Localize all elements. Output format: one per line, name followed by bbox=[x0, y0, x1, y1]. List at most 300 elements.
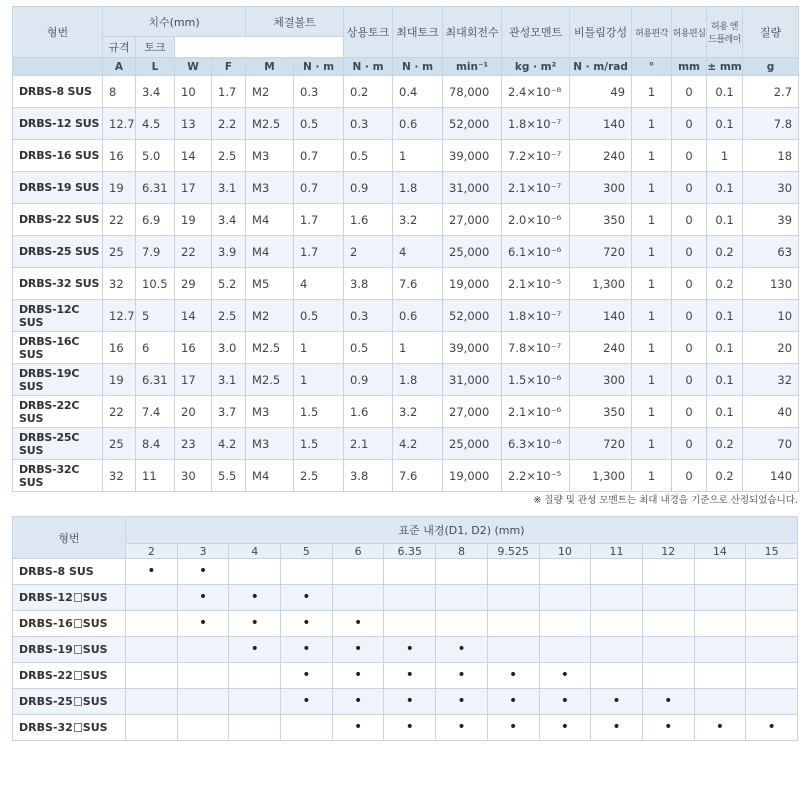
value-cell: 3.9 bbox=[212, 236, 246, 268]
bore-size-header: 9.525 bbox=[487, 544, 539, 559]
value-cell: 8.4 bbox=[136, 428, 175, 460]
bore-size-header: 15 bbox=[746, 544, 798, 559]
available-dot-icon: • bbox=[147, 563, 156, 579]
bore-size-row bbox=[13, 544, 798, 559]
unit-cell: ° bbox=[632, 58, 672, 76]
model-cell: DRBS-22C SUS bbox=[13, 396, 103, 428]
bore-mark-cell bbox=[126, 663, 178, 689]
value-cell: 5.2 bbox=[212, 268, 246, 300]
available-dot-icon: • bbox=[509, 693, 518, 709]
value-cell: M3 bbox=[246, 428, 294, 460]
bore-mark-cell bbox=[126, 689, 178, 715]
spec-table bbox=[12, 6, 799, 492]
value-cell: 6.31 bbox=[136, 364, 175, 396]
value-cell: 20 bbox=[743, 332, 799, 364]
value-cell: 40 bbox=[743, 396, 799, 428]
model-cell: DRBS-8 SUS bbox=[13, 76, 103, 108]
bore-mark-cell bbox=[229, 559, 281, 585]
spec-body bbox=[13, 76, 799, 492]
unit-cell: N · m bbox=[344, 58, 393, 76]
table-row bbox=[13, 428, 799, 460]
value-cell: 27,000 bbox=[443, 396, 502, 428]
table-row bbox=[13, 236, 799, 268]
available-dot-icon: • bbox=[509, 667, 518, 683]
bore-mark-cell bbox=[746, 611, 798, 637]
value-cell: 25 bbox=[103, 236, 136, 268]
value-cell: 1 bbox=[632, 428, 672, 460]
header-axial: 허용 엔드플레이 bbox=[707, 7, 743, 58]
bore-mark-cell bbox=[591, 689, 643, 715]
bore-mark-cell bbox=[539, 689, 591, 715]
bore-mark-cell bbox=[539, 585, 591, 611]
value-cell: 1.8×10⁻⁷ bbox=[502, 108, 570, 140]
value-cell: 30 bbox=[743, 172, 799, 204]
value-cell: 5.0 bbox=[136, 140, 175, 172]
bore-mark-cell bbox=[281, 611, 333, 637]
value-cell: 0.1 bbox=[707, 300, 743, 332]
value-cell: 140 bbox=[743, 460, 799, 492]
bore-size-header: 2 bbox=[126, 544, 178, 559]
bore-size-header: 3 bbox=[177, 544, 229, 559]
unit-cell: g bbox=[743, 58, 799, 76]
bore-mark-cell bbox=[694, 611, 746, 637]
bore-mark-cell bbox=[487, 689, 539, 715]
header-mass: 질량 bbox=[743, 7, 799, 58]
value-cell: M5 bbox=[246, 268, 294, 300]
bore-mark-cell bbox=[746, 559, 798, 585]
model-cell: DRBS-22 SUS bbox=[13, 204, 103, 236]
value-cell: 0.5 bbox=[344, 332, 393, 364]
value-cell: 0.3 bbox=[344, 300, 393, 332]
value-cell: 3.8 bbox=[344, 268, 393, 300]
value-cell: 0 bbox=[672, 236, 707, 268]
value-cell: 2.5 bbox=[212, 140, 246, 172]
value-cell: 6.3×10⁻⁶ bbox=[502, 428, 570, 460]
header-bolt-torque: 토크 bbox=[136, 37, 175, 58]
value-cell: 0.1 bbox=[707, 172, 743, 204]
model-cell: DRBS-12 SUS bbox=[13, 108, 103, 140]
model-prefix: DRBS-22 bbox=[19, 669, 73, 682]
bore-model-cell bbox=[13, 637, 126, 663]
available-dot-icon: • bbox=[302, 615, 311, 631]
unit-cell: N · m/rad bbox=[570, 58, 632, 76]
bore-mark-cell bbox=[384, 689, 436, 715]
bore-mark-cell bbox=[436, 585, 488, 611]
bore-mark-cell bbox=[487, 585, 539, 611]
bore-mark-cell bbox=[229, 715, 281, 741]
available-dot-icon: • bbox=[405, 641, 414, 657]
bore-mark-cell bbox=[642, 689, 694, 715]
bore-mark-cell bbox=[281, 637, 333, 663]
value-cell: 1.7 bbox=[294, 236, 344, 268]
available-dot-icon: • bbox=[457, 667, 466, 683]
value-cell: 0.9 bbox=[344, 364, 393, 396]
value-cell: 0 bbox=[672, 300, 707, 332]
value-cell: 0.2 bbox=[707, 460, 743, 492]
value-cell: 52,000 bbox=[443, 300, 502, 332]
value-cell: 14 bbox=[175, 300, 212, 332]
value-cell: 2.7 bbox=[743, 76, 799, 108]
value-cell: 7.2×10⁻⁷ bbox=[502, 140, 570, 172]
bore-mark-cell bbox=[746, 585, 798, 611]
value-cell: 7.8 bbox=[743, 108, 799, 140]
table-row bbox=[13, 204, 799, 236]
model-cell: DRBS-16C SUS bbox=[13, 332, 103, 364]
available-dot-icon: • bbox=[353, 667, 363, 683]
footnote: ※ 질량 및 관성 모멘트는 최대 내경을 기준으로 산정되었습니다. bbox=[533, 495, 798, 506]
available-dot-icon: • bbox=[664, 719, 673, 735]
model-cell: DRBS-25C SUS bbox=[13, 428, 103, 460]
bore-mark-cell bbox=[281, 559, 333, 585]
variant-box-icon bbox=[74, 723, 82, 732]
bore-mark-cell bbox=[332, 559, 384, 585]
table-row bbox=[13, 76, 799, 108]
table-row bbox=[13, 364, 799, 396]
value-cell: 1 bbox=[294, 364, 344, 396]
value-cell: 1 bbox=[632, 332, 672, 364]
value-cell: 240 bbox=[570, 140, 632, 172]
value-cell: 0.2 bbox=[344, 76, 393, 108]
bore-header-title: 표준 내경(D1, D2) (mm) bbox=[126, 517, 798, 544]
value-cell: 0 bbox=[672, 460, 707, 492]
value-cell: 0.5 bbox=[294, 108, 344, 140]
value-cell: 1 bbox=[632, 268, 672, 300]
bore-mark-cell bbox=[694, 637, 746, 663]
bore-mark-cell bbox=[177, 611, 229, 637]
model-suffix: SUS bbox=[82, 643, 108, 656]
model-cell: DRBS-12C SUS bbox=[13, 300, 103, 332]
available-dot-icon: • bbox=[767, 719, 776, 735]
bore-mark-cell bbox=[177, 585, 229, 611]
unit-cell: min⁻¹ bbox=[443, 58, 502, 76]
header-rated-torque: 상용토크 bbox=[344, 7, 393, 58]
value-cell: 23 bbox=[175, 428, 212, 460]
bore-mark-cell bbox=[177, 559, 229, 585]
available-dot-icon: • bbox=[302, 589, 311, 605]
value-cell: 2.4×10⁻⁸ bbox=[502, 76, 570, 108]
value-cell: 240 bbox=[570, 332, 632, 364]
bore-mark-cell bbox=[539, 715, 591, 741]
available-dot-icon: • bbox=[198, 563, 208, 579]
bore-mark-cell bbox=[126, 637, 178, 663]
model-suffix: SUS bbox=[82, 591, 108, 604]
value-cell: 2.1×10⁻⁵ bbox=[502, 268, 570, 300]
value-cell: 0.3 bbox=[344, 108, 393, 140]
value-cell: 0 bbox=[672, 76, 707, 108]
table-row bbox=[13, 715, 798, 741]
bore-mark-cell bbox=[591, 715, 643, 741]
header-bolt: 체결볼트 bbox=[246, 7, 344, 37]
bore-model-cell bbox=[13, 689, 126, 715]
bore-mark-cell bbox=[332, 637, 384, 663]
available-dot-icon: • bbox=[612, 693, 621, 709]
header-angular: 허용편각 bbox=[632, 7, 672, 58]
bore-model-cell bbox=[13, 611, 126, 637]
value-cell: 7.9 bbox=[136, 236, 175, 268]
value-cell: 6.31 bbox=[136, 172, 175, 204]
value-cell: 0.1 bbox=[707, 108, 743, 140]
header-model: 형번 bbox=[13, 7, 103, 58]
value-cell: 3.1 bbox=[212, 172, 246, 204]
value-cell: 4 bbox=[393, 236, 443, 268]
available-dot-icon: • bbox=[560, 667, 569, 683]
value-cell: 1,300 bbox=[570, 268, 632, 300]
table-row bbox=[13, 637, 798, 663]
value-cell: 52,000 bbox=[443, 108, 502, 140]
bore-mark-cell bbox=[746, 637, 798, 663]
bore-mark-cell bbox=[591, 585, 643, 611]
value-cell: M2.5 bbox=[246, 108, 294, 140]
bore-mark-cell bbox=[539, 637, 591, 663]
bore-mark-cell bbox=[281, 585, 333, 611]
value-cell: 4.2 bbox=[212, 428, 246, 460]
model-cell: DRBS-16 SUS bbox=[13, 140, 103, 172]
value-cell: 0 bbox=[672, 172, 707, 204]
value-cell: 13 bbox=[175, 108, 212, 140]
table-row bbox=[13, 559, 798, 585]
value-cell: 2 bbox=[344, 236, 393, 268]
value-cell: 19,000 bbox=[443, 268, 502, 300]
model-suffix: SUS bbox=[82, 669, 108, 682]
value-cell: 3.8 bbox=[344, 460, 393, 492]
bore-size-header: 10 bbox=[539, 544, 591, 559]
value-cell: 1.5 bbox=[294, 428, 344, 460]
value-cell: 2.1×10⁻⁶ bbox=[502, 396, 570, 428]
value-cell: 0.1 bbox=[707, 396, 743, 428]
value-cell: 6 bbox=[136, 332, 175, 364]
value-cell: 14 bbox=[175, 140, 212, 172]
value-cell: 17 bbox=[175, 364, 212, 396]
model-prefix: DRBS-25 bbox=[19, 695, 73, 708]
bore-mark-cell bbox=[694, 585, 746, 611]
bore-mark-cell bbox=[436, 663, 488, 689]
value-cell: 720 bbox=[570, 428, 632, 460]
table-row bbox=[13, 585, 798, 611]
bore-mark-cell bbox=[332, 689, 384, 715]
model-prefix: DRBS-8 SUS bbox=[19, 565, 94, 578]
bore-mark-cell bbox=[694, 715, 746, 741]
value-cell: 2.2 bbox=[212, 108, 246, 140]
value-cell: 16 bbox=[175, 332, 212, 364]
value-cell: 0 bbox=[672, 204, 707, 236]
available-dot-icon: • bbox=[405, 719, 414, 735]
bore-table bbox=[12, 516, 798, 741]
value-cell: 1.8×10⁻⁷ bbox=[502, 300, 570, 332]
value-cell: 3.2 bbox=[393, 396, 443, 428]
value-cell: 0 bbox=[672, 428, 707, 460]
bore-size-header: 6.35 bbox=[384, 544, 436, 559]
value-cell: 32 bbox=[103, 460, 136, 492]
value-cell: 10.5 bbox=[136, 268, 175, 300]
header-max-torque: 최대토크 bbox=[393, 7, 443, 58]
available-dot-icon: • bbox=[250, 615, 259, 631]
model-suffix: SUS bbox=[82, 617, 108, 630]
bore-mark-cell bbox=[487, 663, 539, 689]
value-cell: 3.0 bbox=[212, 332, 246, 364]
value-cell: 31,000 bbox=[443, 364, 502, 396]
bore-body bbox=[13, 559, 798, 741]
value-cell: 140 bbox=[570, 108, 632, 140]
available-dot-icon: • bbox=[405, 667, 414, 683]
available-dot-icon: • bbox=[353, 641, 363, 657]
value-cell: 39 bbox=[743, 204, 799, 236]
bore-size-header: 5 bbox=[281, 544, 333, 559]
value-cell: 2.1×10⁻⁷ bbox=[502, 172, 570, 204]
available-dot-icon: • bbox=[302, 641, 311, 657]
available-dot-icon: • bbox=[198, 615, 208, 631]
value-cell: 49 bbox=[570, 76, 632, 108]
value-cell: 2.1 bbox=[344, 428, 393, 460]
bore-mark-cell bbox=[487, 715, 539, 741]
bore-mark-cell bbox=[384, 715, 436, 741]
available-dot-icon: • bbox=[198, 589, 208, 605]
bore-mark-cell bbox=[332, 715, 384, 741]
model-prefix: DRBS-16 bbox=[19, 617, 73, 630]
bore-mark-cell bbox=[177, 637, 229, 663]
bore-mark-cell bbox=[384, 663, 436, 689]
value-cell: 0 bbox=[672, 364, 707, 396]
bore-mark-cell bbox=[746, 715, 798, 741]
value-cell: 22 bbox=[175, 236, 212, 268]
unit-cell: mm bbox=[672, 58, 707, 76]
table-row bbox=[13, 300, 799, 332]
value-cell: 350 bbox=[570, 396, 632, 428]
model-suffix: SUS bbox=[82, 721, 108, 734]
value-cell: 5.5 bbox=[212, 460, 246, 492]
bore-mark-cell bbox=[229, 663, 281, 689]
variant-box-icon bbox=[74, 619, 82, 628]
model-prefix: DRBS-19 bbox=[19, 643, 73, 656]
table-row bbox=[13, 689, 798, 715]
variant-box-icon bbox=[74, 697, 82, 706]
value-cell: 12.7 bbox=[103, 108, 136, 140]
bore-mark-cell bbox=[487, 637, 539, 663]
value-cell: 6.1×10⁻⁶ bbox=[502, 236, 570, 268]
bore-mark-cell bbox=[591, 663, 643, 689]
unit-blank bbox=[13, 58, 103, 76]
available-dot-icon: • bbox=[612, 719, 621, 735]
value-cell: 32 bbox=[743, 364, 799, 396]
available-dot-icon: • bbox=[457, 719, 466, 735]
value-cell: 1 bbox=[393, 140, 443, 172]
value-cell: 1 bbox=[632, 108, 672, 140]
value-cell: 3.4 bbox=[136, 76, 175, 108]
value-cell: 1.8 bbox=[393, 172, 443, 204]
table-row bbox=[13, 108, 799, 140]
unit-cell: W bbox=[175, 58, 212, 76]
value-cell: M3 bbox=[246, 140, 294, 172]
value-cell: 0.1 bbox=[707, 76, 743, 108]
value-cell: 350 bbox=[570, 204, 632, 236]
value-cell: 0.2 bbox=[707, 236, 743, 268]
bore-mark-cell bbox=[487, 611, 539, 637]
value-cell: 6.9 bbox=[136, 204, 175, 236]
unit-cell: N · m bbox=[294, 58, 344, 76]
bore-mark-cell bbox=[229, 689, 281, 715]
value-cell: M2 bbox=[246, 76, 294, 108]
bore-mark-cell bbox=[384, 637, 436, 663]
bore-size-header: 6 bbox=[332, 544, 384, 559]
table-row bbox=[13, 140, 799, 172]
bore-mark-cell bbox=[746, 663, 798, 689]
value-cell: 1 bbox=[632, 172, 672, 204]
bore-model-cell bbox=[13, 715, 126, 741]
value-cell: 0 bbox=[672, 108, 707, 140]
value-cell: 8 bbox=[103, 76, 136, 108]
bore-mark-cell bbox=[281, 689, 333, 715]
bore-size-header: 12 bbox=[642, 544, 694, 559]
value-cell: M2 bbox=[246, 300, 294, 332]
value-cell: 0.7 bbox=[294, 140, 344, 172]
value-cell: 16 bbox=[103, 332, 136, 364]
value-cell: 0.4 bbox=[393, 76, 443, 108]
value-cell: 720 bbox=[570, 236, 632, 268]
value-cell: 29 bbox=[175, 268, 212, 300]
value-cell: 2.0×10⁻⁶ bbox=[502, 204, 570, 236]
value-cell: M3 bbox=[246, 172, 294, 204]
unit-row bbox=[13, 58, 799, 76]
bore-mark-cell bbox=[642, 715, 694, 741]
bore-mark-cell bbox=[126, 559, 178, 585]
unit-cell: M bbox=[246, 58, 294, 76]
model-cell: DRBS-32C SUS bbox=[13, 460, 103, 492]
bore-mark-cell bbox=[229, 637, 281, 663]
value-cell: 300 bbox=[570, 172, 632, 204]
value-cell: 0.2 bbox=[707, 268, 743, 300]
value-cell: 1 bbox=[632, 460, 672, 492]
variant-box-icon bbox=[74, 593, 82, 602]
model-cell: DRBS-25 SUS bbox=[13, 236, 103, 268]
value-cell: 1 bbox=[632, 236, 672, 268]
value-cell: 1.7 bbox=[212, 76, 246, 108]
value-cell: M2.5 bbox=[246, 364, 294, 396]
value-cell: 16 bbox=[103, 140, 136, 172]
bore-size-header: 4 bbox=[229, 544, 281, 559]
model-cell: DRBS-19C SUS bbox=[13, 364, 103, 396]
value-cell: 7.6 bbox=[393, 460, 443, 492]
bore-mark-cell bbox=[539, 559, 591, 585]
value-cell: 0.1 bbox=[707, 204, 743, 236]
value-cell: 25,000 bbox=[443, 428, 502, 460]
variant-box-icon bbox=[74, 645, 82, 654]
bore-mark-cell bbox=[229, 585, 281, 611]
available-dot-icon: • bbox=[353, 693, 363, 709]
value-cell: 19 bbox=[103, 364, 136, 396]
value-cell: 1.5×10⁻⁶ bbox=[502, 364, 570, 396]
value-cell: 19 bbox=[103, 172, 136, 204]
bore-mark-cell bbox=[384, 585, 436, 611]
bore-mark-cell bbox=[332, 611, 384, 637]
value-cell: 7.6 bbox=[393, 268, 443, 300]
value-cell: 19 bbox=[175, 204, 212, 236]
value-cell: 0 bbox=[672, 332, 707, 364]
header-bolt-size: 규격 bbox=[103, 37, 136, 58]
header-parallel: 허용편심 bbox=[672, 7, 707, 58]
unit-cell: A bbox=[103, 58, 136, 76]
value-cell: 1.7 bbox=[294, 204, 344, 236]
value-cell: 1.5 bbox=[294, 396, 344, 428]
bore-mark-cell bbox=[539, 663, 591, 689]
bore-mark-cell bbox=[281, 663, 333, 689]
value-cell: 25,000 bbox=[443, 236, 502, 268]
table-row bbox=[13, 268, 799, 300]
value-cell: 0.1 bbox=[707, 332, 743, 364]
bore-mark-cell bbox=[436, 559, 488, 585]
table-row bbox=[13, 172, 799, 204]
value-cell: 1 bbox=[707, 140, 743, 172]
header-dims: 치수(mm) bbox=[103, 7, 246, 37]
bore-mark-cell bbox=[126, 585, 178, 611]
